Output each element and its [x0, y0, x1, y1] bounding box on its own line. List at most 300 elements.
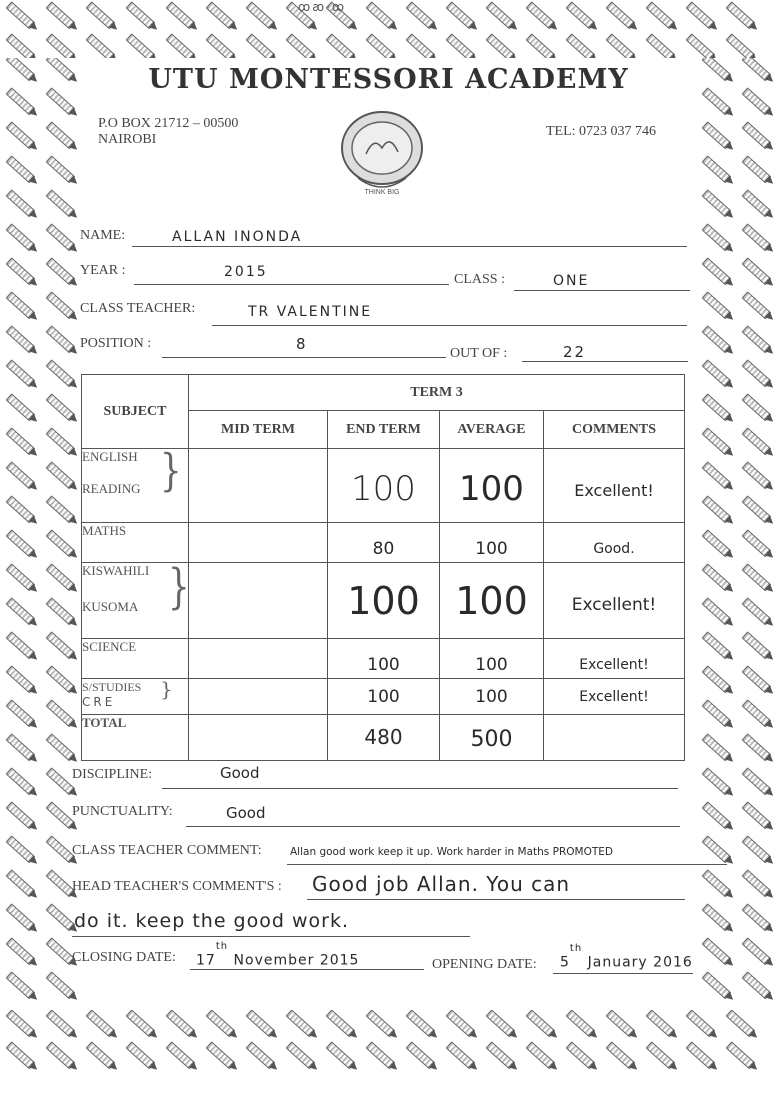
pencil-icon — [406, 1010, 441, 1041]
pencil-icon — [486, 1041, 521, 1074]
subject-name: CRE — [82, 695, 116, 709]
pencil-icon — [86, 1041, 121, 1074]
pencil-icon — [742, 971, 777, 1004]
pencil-icon — [46, 1010, 81, 1041]
mid-term-cell — [189, 679, 328, 715]
punctuality-label: PUNCTUALITY: — [72, 804, 173, 819]
pencil-icon — [446, 1041, 481, 1074]
end-term-value: 100 — [347, 579, 420, 623]
column-header: END TERM — [328, 411, 440, 449]
position-label: POSITION : — [80, 336, 152, 351]
pencil-icon — [606, 1010, 641, 1041]
head-teacher-comment-line-2 — [72, 936, 470, 937]
closing-date-line — [190, 969, 424, 970]
pencil-icon — [6, 835, 41, 868]
pencil-icon — [46, 1041, 81, 1074]
pencil-icon — [702, 903, 737, 936]
pencil-icon — [6, 869, 41, 902]
pencil-icon — [702, 325, 737, 358]
subject-name: ENGLISH — [82, 449, 138, 464]
class-teacher-label: CLASS TEACHER: — [80, 301, 196, 316]
end-term-cell — [328, 563, 440, 639]
pencil-icon — [606, 1041, 641, 1074]
pencil-icon — [742, 665, 777, 698]
pencil-icon — [6, 155, 41, 188]
subject-name: SCIENCE — [82, 639, 137, 654]
pencil-icon — [702, 665, 737, 698]
pencil-icon — [46, 257, 78, 290]
brace-icon: } — [160, 677, 173, 701]
pencil-icon — [6, 427, 41, 460]
pencil-icon — [6, 495, 41, 528]
pencil-border-left — [0, 58, 78, 1010]
end-term-value: 480 — [364, 725, 403, 749]
pencil-icon — [702, 359, 737, 392]
pencil-icon — [606, 33, 641, 58]
brace-icon: } — [168, 559, 190, 615]
column-header: COMMENTS — [544, 411, 685, 449]
punctuality-line — [186, 826, 680, 827]
pencil-icon — [166, 1, 201, 34]
pencil-icon — [742, 563, 777, 596]
end-term-cell — [328, 639, 440, 679]
pencil-icon — [206, 33, 241, 58]
pencil-icon — [526, 1, 561, 34]
comment-value: Good. — [593, 541, 635, 557]
pencil-icon — [6, 33, 41, 58]
pencil-icon — [702, 427, 737, 460]
pencil-icon — [86, 33, 121, 58]
closing-date-suffix: th — [215, 941, 229, 952]
opening-date-value — [560, 943, 693, 971]
po-box-line: P.O BOX 21712 – 00500 — [98, 116, 239, 131]
opening-date-day: 5 — [560, 954, 570, 971]
pencil-icon — [446, 1010, 481, 1041]
pencil-icon — [46, 495, 78, 528]
opening-date-rest: January 2016 — [587, 954, 693, 971]
comment-cell — [544, 563, 685, 639]
pencil-icon — [166, 1041, 201, 1074]
pencil-icon — [46, 325, 78, 358]
logo-motto: THINK BIG — [364, 189, 400, 196]
pencil-icon — [246, 1010, 281, 1041]
pencil-icon — [6, 1, 41, 34]
pencil-icon — [742, 495, 777, 528]
pencil-icon — [702, 121, 737, 154]
pencil-icon — [46, 529, 78, 562]
pencil-icon — [6, 597, 41, 630]
pencil-icon — [742, 461, 777, 494]
average-value: 100 — [475, 687, 508, 707]
pencil-icon — [46, 393, 78, 426]
pencil-icon — [6, 665, 41, 698]
pencil-icon — [46, 359, 78, 392]
end-term-cell — [328, 449, 440, 523]
subject-name: TOTAL — [82, 715, 127, 730]
pencil-icon — [486, 1, 521, 34]
class-teacher-comment-line — [287, 864, 727, 865]
position-line — [162, 357, 446, 358]
head-teacher-comment-line — [307, 899, 685, 900]
pencil-icon — [742, 597, 777, 630]
pencil-icon — [6, 359, 41, 392]
year-label: YEAR : — [80, 263, 126, 278]
mid-term-cell — [189, 449, 328, 523]
pencil-icon — [126, 1010, 161, 1041]
end-term-value: 100 — [351, 469, 416, 509]
pencil-icon — [406, 33, 441, 58]
closing-date-rest: November 2015 — [233, 952, 360, 969]
year-line — [134, 284, 449, 285]
pencil-icon — [742, 393, 777, 426]
end-term-value: 100 — [367, 655, 400, 675]
comment-cell — [544, 449, 685, 523]
pencil-icon — [46, 291, 78, 324]
average-cell — [440, 639, 544, 679]
head-teacher-comment-line2: do it. keep the good work. — [74, 910, 349, 932]
pencil-icon — [742, 733, 777, 766]
pencil-icon — [46, 699, 78, 732]
pencil-icon — [726, 1, 761, 34]
subject-cell — [82, 715, 189, 761]
pencil-icon — [742, 835, 777, 868]
pencil-icon — [126, 1041, 161, 1074]
pencil-icon — [246, 33, 281, 58]
pencil-icon — [286, 33, 321, 58]
pencil-icon — [742, 291, 777, 324]
mid-term-cell — [189, 639, 328, 679]
pencil-icon — [742, 257, 777, 290]
pencil-icon — [446, 1, 481, 34]
pencil-icon — [526, 33, 561, 58]
pencil-icon — [566, 33, 601, 58]
pencil-icon — [406, 1041, 441, 1074]
pencil-icon — [606, 1, 641, 34]
opening-date-label: OPENING DATE: — [432, 957, 537, 972]
name-label: NAME: — [80, 228, 126, 243]
end-term-value: 100 — [367, 687, 400, 707]
class-teacher-comment-value: Allan good work keep it up. Work harder in Maths PROMOTED — [290, 846, 613, 858]
pencil-icon — [46, 461, 78, 494]
pencil-icon — [742, 359, 777, 392]
pencil-border-top — [0, 0, 777, 58]
table-row — [82, 679, 685, 715]
pencil-icon — [702, 223, 737, 256]
subject-cell — [82, 679, 189, 715]
average-value: 100 — [475, 539, 508, 559]
pencil-icon — [702, 631, 737, 664]
column-header: AVERAGE — [440, 411, 544, 449]
pencil-border-bottom — [0, 1010, 777, 1080]
table-row — [82, 523, 685, 563]
pencil-icon — [46, 427, 78, 460]
year-value: 2015 — [224, 264, 268, 280]
pencil-border-right — [690, 58, 777, 1010]
pencil-icon — [286, 1041, 321, 1074]
average-cell — [440, 563, 544, 639]
pencil-icon — [742, 325, 777, 358]
pencil-icon — [6, 699, 41, 732]
comment-value: Excellent! — [579, 689, 649, 705]
pencil-icon — [86, 1, 121, 34]
top-scribble: ꝏꜵ·ꝏ — [298, 0, 347, 14]
pencil-icon — [326, 33, 361, 58]
class-value: ONE — [553, 273, 590, 289]
pencil-icon — [206, 1041, 241, 1074]
pencil-icon — [742, 529, 777, 562]
pencil-icon — [742, 223, 777, 256]
pencil-icon — [366, 1, 401, 34]
pencil-icon — [742, 801, 777, 834]
pencil-icon — [46, 189, 78, 222]
pencil-icon — [6, 903, 41, 936]
pencil-icon — [46, 155, 78, 188]
telephone: TEL: 0723 037 746 — [546, 124, 657, 139]
average-value: 100 — [459, 469, 524, 509]
pencil-icon — [702, 461, 737, 494]
pencil-icon — [6, 393, 41, 426]
pencil-icon — [6, 529, 41, 562]
pencil-icon — [566, 1010, 601, 1041]
pencil-icon — [446, 33, 481, 58]
comment-cell — [544, 679, 685, 715]
pencil-icon — [6, 563, 41, 596]
pencil-icon — [46, 223, 78, 256]
comment-cell — [544, 639, 685, 679]
discipline-label: DISCIPLINE: — [72, 767, 153, 782]
pencil-icon — [366, 1010, 401, 1041]
pencil-icon — [686, 33, 721, 58]
subject-name: KISWAHILI — [82, 563, 150, 578]
mid-term-cell — [189, 715, 328, 761]
pencil-icon — [6, 257, 41, 290]
average-value: 500 — [470, 727, 513, 752]
table-row — [82, 449, 685, 523]
pencil-icon — [566, 1, 601, 34]
comment-cell — [544, 523, 685, 563]
out-of-value: 22 — [563, 343, 587, 361]
discipline-value: Good — [220, 764, 260, 782]
table-row — [82, 715, 685, 761]
pencil-icon — [6, 801, 41, 834]
pencil-icon — [46, 631, 78, 664]
subject-name: READING — [82, 481, 141, 496]
pencil-icon — [406, 1, 441, 34]
pencil-icon — [686, 1, 721, 34]
pencil-icon — [286, 1010, 321, 1041]
subject-cell — [82, 639, 189, 679]
class-label: CLASS : — [454, 272, 505, 287]
pencil-icon — [646, 1041, 681, 1074]
pencil-icon — [742, 121, 777, 154]
pencil-icon — [366, 1041, 401, 1074]
class-teacher-value: TR VALENTINE — [248, 304, 373, 320]
pencil-icon — [702, 937, 737, 970]
pencil-icon — [742, 903, 777, 936]
head-teacher-comment-line1: Good job Allan. You can — [312, 872, 571, 896]
pencil-icon — [526, 1041, 561, 1074]
pencil-icon — [742, 427, 777, 460]
brace-icon: } — [160, 445, 182, 497]
pencil-icon — [646, 1010, 681, 1041]
subject-cell — [82, 445, 189, 523]
subject-name: MATHS — [82, 523, 127, 538]
pencil-icon — [702, 733, 737, 766]
average-cell — [440, 715, 544, 761]
pencil-icon — [126, 33, 161, 58]
pencil-icon — [6, 291, 41, 324]
class-line — [514, 290, 690, 291]
pencil-icon — [526, 1010, 561, 1041]
subject-cell — [82, 523, 189, 563]
out-of-label: OUT OF : — [450, 346, 508, 361]
class-teacher-comment-label: CLASS TEACHER COMMENT: — [72, 843, 262, 858]
pencil-icon — [246, 1, 281, 34]
comment-value: Excellent! — [574, 481, 654, 500]
head-teacher-comment-label: HEAD TEACHER'S COMMENT'S : — [72, 879, 282, 894]
out-of-line — [522, 361, 688, 362]
opening-date-line — [553, 973, 693, 974]
end-term-cell — [328, 715, 440, 761]
average-value: 100 — [455, 579, 528, 623]
pencil-icon — [46, 121, 78, 154]
pencil-icon — [166, 1010, 201, 1041]
pencil-icon — [326, 1010, 361, 1041]
discipline-line — [162, 788, 678, 789]
pencil-icon — [726, 33, 761, 58]
comment-cell — [544, 715, 685, 761]
table-row — [82, 563, 685, 639]
pencil-icon — [46, 597, 78, 630]
school-name: UTU MONTESSORI ACADEMY — [148, 64, 629, 95]
pencil-icon — [702, 801, 737, 834]
pencil-icon — [326, 1041, 361, 1074]
pencil-icon — [6, 325, 41, 358]
name-line — [132, 246, 687, 247]
name-value: ALLAN INONDA — [172, 229, 303, 245]
pencil-icon — [126, 1, 161, 34]
pencil-icon — [206, 1010, 241, 1041]
table-row — [82, 639, 685, 679]
subject-header: SUBJECT — [82, 375, 189, 449]
mid-term-cell — [189, 563, 328, 639]
pencil-icon — [742, 869, 777, 902]
average-cell — [440, 449, 544, 523]
pencil-icon — [702, 495, 737, 528]
pencil-icon — [86, 1010, 121, 1041]
pencil-icon — [46, 33, 81, 58]
pencil-icon — [566, 1041, 601, 1074]
pencil-icon — [486, 1010, 521, 1041]
subject-name: S/STUDIES — [82, 680, 142, 694]
pencil-icon — [742, 699, 777, 732]
subject-cell — [82, 559, 190, 639]
pencil-icon — [702, 835, 737, 868]
pencil-icon — [702, 291, 737, 324]
mid-term-cell — [189, 523, 328, 563]
pencil-icon — [6, 937, 41, 970]
city-line: NAIROBI — [98, 132, 157, 147]
pencil-icon — [702, 393, 737, 426]
pencil-icon — [702, 563, 737, 596]
pencil-icon — [486, 33, 521, 58]
pencil-icon — [742, 631, 777, 664]
pencil-icon — [46, 733, 78, 766]
comment-value: Excellent! — [571, 595, 657, 615]
pencil-icon — [686, 1041, 721, 1074]
pencil-icon — [366, 33, 401, 58]
school-logo-icon — [336, 108, 428, 204]
pencil-icon — [702, 869, 737, 902]
pencil-icon — [166, 33, 201, 58]
pencil-icon — [702, 155, 737, 188]
pencil-icon — [6, 223, 41, 256]
pencil-icon — [726, 1041, 761, 1074]
pencil-icon — [702, 597, 737, 630]
pencil-icon — [46, 1, 81, 34]
pencil-icon — [702, 767, 737, 800]
pencil-icon — [742, 767, 777, 800]
pencil-icon — [246, 1041, 281, 1074]
pencil-icon — [702, 971, 737, 1004]
pencil-icon — [742, 189, 777, 222]
pencil-icon — [206, 1, 241, 34]
class-teacher-line — [212, 325, 687, 326]
pencil-icon — [46, 563, 78, 596]
pencil-icon — [702, 257, 737, 290]
pencil-icon — [742, 155, 777, 188]
pencil-icon — [726, 1010, 761, 1041]
pencil-icon — [6, 767, 41, 800]
closing-date-label: CLOSING DATE: — [72, 950, 176, 965]
average-cell — [440, 523, 544, 563]
results-table — [81, 374, 685, 761]
average-cell — [440, 679, 544, 715]
pencil-icon — [6, 733, 41, 766]
po-box — [98, 116, 238, 148]
end-term-cell — [328, 679, 440, 715]
pencil-icon — [702, 699, 737, 732]
pencil-icon — [6, 461, 41, 494]
pencil-icon — [646, 33, 681, 58]
pencil-icon — [686, 1010, 721, 1041]
pencil-icon — [702, 529, 737, 562]
pencil-icon — [702, 189, 737, 222]
closing-date-value — [196, 941, 360, 969]
end-term-value: 80 — [372, 539, 395, 559]
position-value: 8 — [296, 335, 308, 353]
column-header: MID TERM — [189, 411, 328, 449]
subject-name: KUSOMA — [82, 599, 139, 614]
end-term-cell — [328, 523, 440, 563]
pencil-icon — [6, 189, 41, 222]
term-header: TERM 3 — [189, 375, 685, 411]
pencil-icon — [742, 937, 777, 970]
pencil-icon — [46, 665, 78, 698]
punctuality-value: Good — [226, 804, 266, 822]
comment-value: Excellent! — [579, 657, 649, 673]
opening-date-suffix: th — [569, 943, 583, 954]
pencil-icon — [6, 631, 41, 664]
closing-date-day: 17 — [196, 952, 216, 969]
pencil-icon — [646, 1, 681, 34]
pencil-icon — [6, 1010, 41, 1041]
pencil-icon — [6, 1041, 41, 1074]
average-value: 100 — [475, 655, 508, 675]
pencil-icon — [6, 121, 41, 154]
pencil-icon — [46, 971, 78, 1004]
pencil-icon — [6, 971, 41, 1004]
